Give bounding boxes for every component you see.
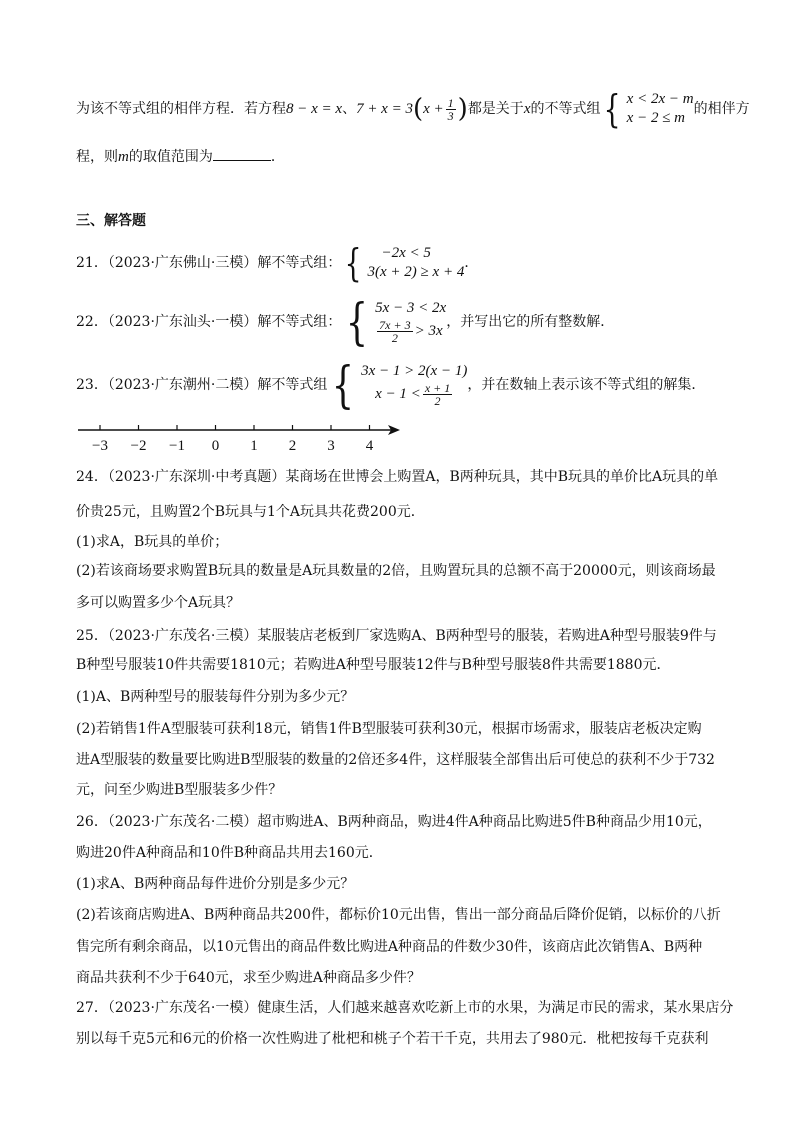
q25-line5: 进A型服装的数量要比购进B型服装的数量的2倍还多4件，这样服装全部售出后可使总的获利不少于732	[76, 752, 715, 768]
number-line-tick-label: 4	[365, 438, 374, 454]
q20-fraction	[446, 97, 456, 122]
q24-line1: 24．（2023·广东深圳·中考真题）某商场在世博会上购置A，B两种玩具，其中B玩具的单价比A玩具的单	[76, 469, 719, 485]
q25-line3: (1)A、B两种型号的服装每件分别为多少元？	[76, 689, 355, 705]
q26-line2: 购进20件A种商品和10件B种商品共用去160元．	[76, 845, 383, 861]
q23-fraction	[423, 382, 452, 407]
q20-text-d: 的相伴方	[693, 101, 750, 117]
q21	[76, 241, 479, 285]
q27-line2: 别以每千克5元和6元的价格一次性购进了枇杷和桃子个若干千克，共用去了980元．枇杷按每千克获利	[76, 1031, 709, 1047]
q21-prefix: 21．（2023·广东佛山·三模）解不等式组：	[76, 255, 342, 271]
q24-line4: (2)若该商场要求购置B玩具的数量是A玩具数量的2倍，且购置玩具的总额不高于20000元，则该商场最	[76, 563, 716, 579]
q27-line1: 27．（2023·广东茂名·一模）健康生活，人们越来越喜欢吃新上市的水果，为满足市民的需求，某水果店分	[76, 1000, 734, 1016]
number-line-tick-label: −1	[169, 438, 185, 454]
q22-fraction-num: 7x + 3	[379, 318, 411, 332]
q21-row2: 3(x + 2) ≥ x + 4	[367, 264, 465, 280]
q20-line1	[76, 87, 750, 131]
number-line-tick-label: 2	[288, 438, 297, 454]
q25-line6: 元，问至少购进B型服装多少件？	[76, 782, 283, 798]
q21-row1: −2x < 5	[381, 245, 431, 261]
q25-line4: (2)若销售1件A型服装可获利18元，销售1件B型服装可获利30元，根据市场需求，服装店老板决定购	[76, 721, 702, 737]
number-line	[70, 414, 410, 456]
q21-suffix: ．	[464, 255, 479, 271]
q22	[76, 293, 615, 351]
q25-line2: B种型号服装10件共需要1810元；若购进A种型号服装12件与B种型号服装8件共需要1880元．	[76, 657, 671, 673]
q20-line2-text-a: 程，则	[76, 149, 118, 165]
q20-separator: 、	[342, 101, 357, 117]
q26-line4: (2)若该商店购进A、B两种商品共200件，都标价10元出售，售出一部分商品后降价促销，以标价的八折	[76, 907, 721, 923]
q20-system-row1: x < 2x − m	[626, 91, 694, 107]
q25-line1: 25．（2023·广东茂名·三模）某服装店老板到厂家选购A、B两种型号的服装，若购进A种型号服装9件与	[76, 628, 717, 644]
number-line-tick-label: 0	[211, 438, 220, 454]
q26-line3: (1)求A、B两种商品每件进价分别是多少元？	[76, 876, 355, 892]
q20-line2	[76, 146, 285, 167]
q22-fraction	[377, 319, 412, 344]
q23-fraction-num: x + 1	[424, 381, 451, 395]
q26-line1: 26．（2023·广东茂名·二模）超市购进A、B两种商品，购进4件A种商品比购进5件B种商品少用10元，	[76, 814, 712, 830]
q20-paren-open: (	[412, 94, 424, 124]
q23-prefix: 23．（2023·广东潮州·二模）解不等式组	[76, 377, 328, 393]
section-heading: 三、解答题	[76, 213, 146, 229]
q23	[76, 356, 706, 414]
q21-system: { −2x < 5 3(x + 2) ≥ x + 4	[344, 241, 465, 285]
q22-row1: 5x − 3 < 2x	[375, 300, 447, 316]
q20-fraction-num: 1	[447, 95, 454, 110]
q23-row1: 3x − 1 > 2(x − 1)	[361, 363, 468, 379]
q26-line5: 售完所有剩余商品，以10元售出的商品件数比购进A种商品的件数少30件，该商店此次销售A、B两种	[76, 939, 703, 955]
q20-system: { x < 2x − m x − 2 ≤ m	[604, 87, 694, 131]
q20-text-b: 都是关于	[467, 101, 524, 117]
q23-row2-head: x − 1 <	[375, 385, 421, 402]
q22-suffix: ，并写出它的所有整数解．	[446, 314, 615, 330]
q23-suffix: ，并在数轴上表示该不等式组的解集．	[467, 377, 706, 393]
q20-text-a: 为该不等式组的相伴方程．若方程	[76, 101, 286, 117]
number-line-tick-label: −2	[130, 438, 147, 454]
q20-line2-end: ．	[270, 149, 285, 165]
q26-line6: 商品共获利不少于640元，求至少购进A种商品多少件？	[76, 970, 421, 986]
q20-var-m: m	[118, 149, 129, 165]
q22-fraction-den: 2	[391, 331, 398, 345]
q20-equation-2-x: x +	[423, 101, 444, 117]
number-line-tick-label: 3	[327, 438, 335, 454]
q24-line5: 多可以购置多少个A玩具？	[76, 595, 241, 611]
q22-system: { 5x − 3 < 2x $\frac{7x + 3}{2}$ > 3x	[346, 293, 447, 351]
q22-prefix: 22．（2023·广东汕头·一模）解不等式组：	[76, 314, 342, 330]
number-line-tick-label: −3	[92, 438, 108, 454]
q20-text-c: 的不等式组	[530, 101, 601, 117]
answer-blank[interactable]	[213, 146, 271, 161]
q24-line2: 价贵25元，且购置2个B玩具与1个A玩具共花费200元．	[76, 504, 425, 520]
q23-fraction-den: 2	[434, 394, 441, 408]
q20-system-row2: x − 2 ≤ m	[626, 110, 686, 126]
q20-var-x: x	[523, 101, 531, 117]
q20-paren-close: )	[457, 94, 468, 124]
q22-row2-tail: > 3x	[414, 322, 443, 339]
q20-equation-2: 7 + x = 3	[356, 101, 413, 117]
q20-line2-text-b: 的取值范围为	[128, 149, 213, 165]
q23-system: { 3x − 1 > 2(x − 1) x − 1 < $\frac{x + 1}{2}$	[332, 356, 468, 414]
q20-fraction-den: 3	[447, 108, 454, 123]
q20-equation-1: 8 − x = x	[286, 101, 343, 117]
number-line-tick-label: 1	[250, 438, 258, 454]
q24-line3: (1)求A，B玩具的单价；	[76, 534, 229, 550]
